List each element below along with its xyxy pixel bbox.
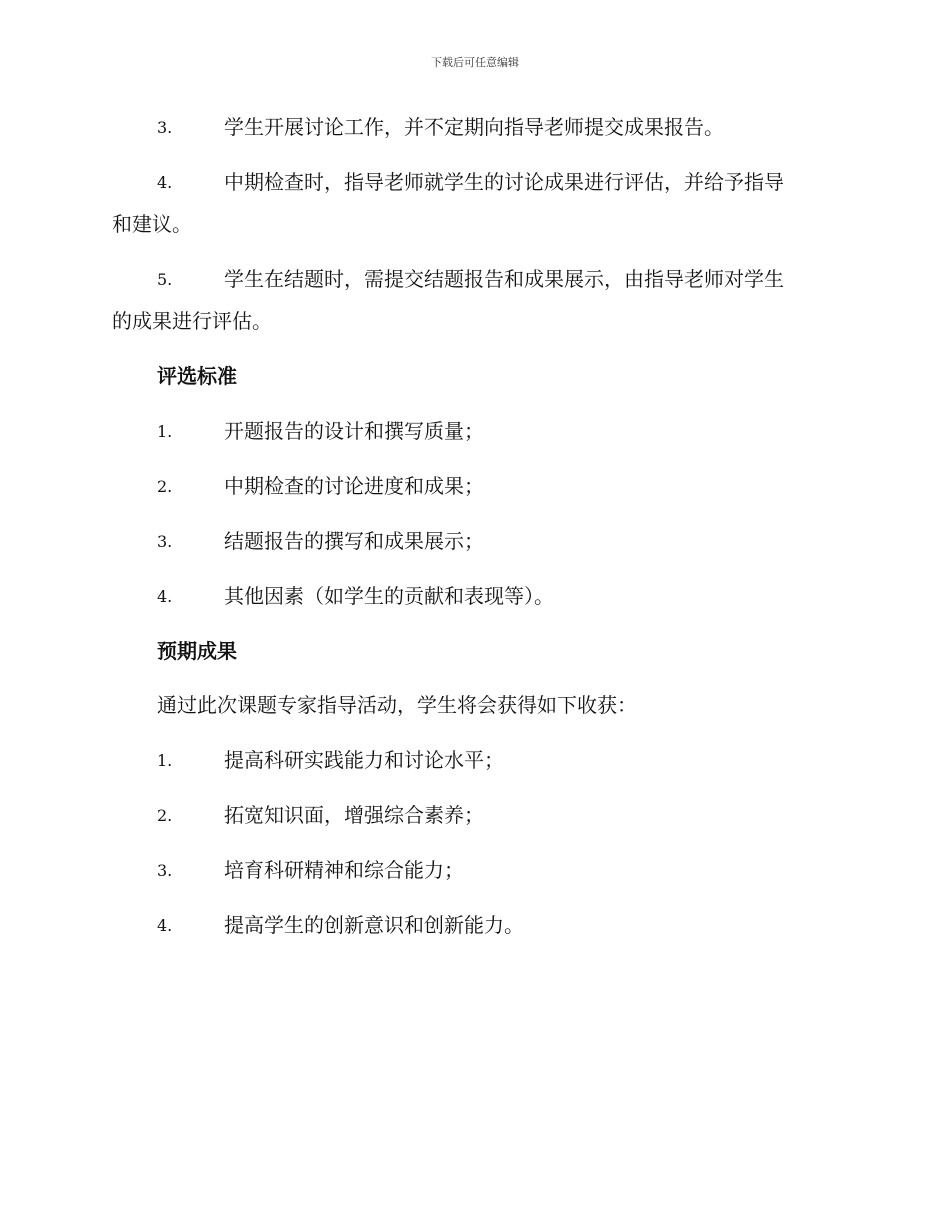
list-text: 中期检查时，指导老师就学生的讨论成果进行评估，并给予指导 (224, 170, 784, 194)
list-text: 提高学生的创新意识和创新能力。 (224, 913, 524, 937)
list-text: 培育科研精神和综合能力； (224, 858, 464, 882)
list-number: 1. (157, 751, 173, 770)
list-number: 2. (157, 477, 173, 496)
list-number: 3. (157, 861, 173, 880)
list-text: 中期检查的讨论进度和成果； (224, 474, 484, 498)
paragraph-text: 通过此次课题专家指导活动，学生将会获得如下收获： (157, 693, 637, 717)
page-header: 下载后可任意编辑 (431, 56, 519, 69)
section-heading: 评选标准 (157, 364, 237, 388)
list-text: 学生在结题时，需提交结题报告和成果展示，由指导老师对学生 (224, 267, 784, 291)
list-text: 开题报告的设计和撰写质量； (224, 419, 484, 443)
list-number: 3. (157, 118, 173, 137)
list-text: 提高科研实践能力和讨论水平； (224, 748, 504, 772)
list-text: 结题报告的撰写和成果展示； (224, 529, 484, 553)
list-text: 拓宽知识面，增强综合素养； (224, 803, 484, 827)
list-number: 1. (157, 422, 173, 441)
list-text: 学生开展讨论工作，并不定期向指导老师提交成果报告。 (224, 115, 724, 139)
list-text-continuation: 和建议。 (112, 212, 192, 236)
list-number: 5. (157, 270, 173, 289)
list-text: 其他因素（如学生的贡献和表现等）。 (224, 584, 554, 608)
list-number: 4. (157, 587, 173, 606)
list-number: 2. (157, 806, 173, 825)
list-number: 4. (157, 173, 173, 192)
section-heading: 预期成果 (157, 639, 237, 663)
list-number: 4. (157, 916, 173, 935)
list-text-continuation: 的成果进行评估。 (112, 309, 272, 333)
list-number: 3. (157, 532, 173, 551)
